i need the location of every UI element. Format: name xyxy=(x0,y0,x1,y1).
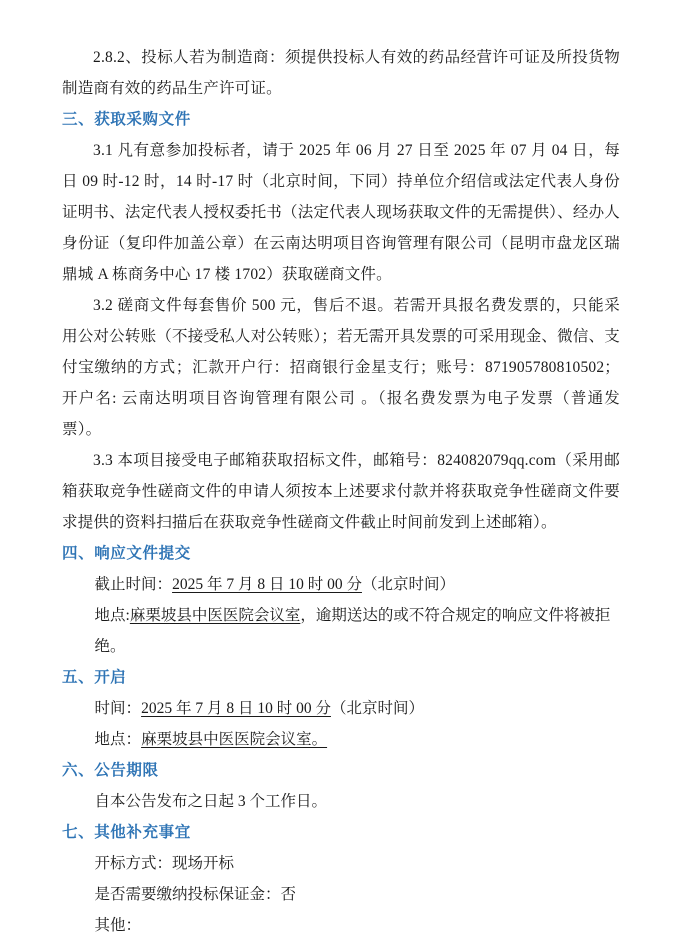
opening-place-label: 地点： xyxy=(94,731,142,748)
paragraph-clause-3-1: 3.1 凡有意参加投标者，请于 2025 年 06 月 27 日至 2025 年 07 月 04 日，每日 09 时-12 时，14 时-17 时（北京时间，下同）持单位介绍信或法定代表人身份证明书、法定代表人授权委托书（法定代表人现场获取文件的无需提供）、经办人身份证（复印件加盖公章）在云南达明项目咨询管理有限公司（昆明市盘龙区瑞鼎城 A 栋商务中心 17 楼 1702）获取磋商文件。 xyxy=(62,142,620,283)
section-heading-6: 六、公告期限 xyxy=(62,762,159,779)
section-heading-5: 五、开启 xyxy=(62,669,127,686)
notice-period-line: 自本公告发布之日起 3 个工作日。 xyxy=(94,793,328,810)
section-heading-4: 四、响应文件提交 xyxy=(62,545,191,562)
others-line: 其他： xyxy=(94,917,142,934)
response-deadline-line xyxy=(62,569,620,600)
opening-place-value: 麻栗坡县中医医院会议室。 xyxy=(141,731,328,748)
section-heading-3: 三、获取采购文件 xyxy=(62,111,191,128)
opening-time-tail: （北京时间） xyxy=(330,700,424,717)
response-deadline-value: 2025 年 7 月 8 日 10 时 00 分 xyxy=(172,576,362,593)
opening-time-value: 2025 年 7 月 8 日 10 时 00 分 xyxy=(141,700,331,717)
section-heading-7: 七、其他补充事宜 xyxy=(62,824,191,841)
response-place-value: 麻栗坡县中医医院会议室 xyxy=(129,607,301,624)
bid-opening-method-line: 开标方式：现场开标 xyxy=(94,855,235,872)
opening-time-line xyxy=(62,693,620,724)
response-place-label: 地点: xyxy=(94,607,130,624)
response-deadline-label: 截止时间： xyxy=(94,576,173,593)
paragraph-clause-3-3: 3.3 本项目接受电子邮箱获取招标文件，邮箱号：824082079qq.com（采用邮箱获取竞争性磋商文件的申请人须按本上述要求付款并将获取竞争性磋商文件要求提供的资料扫描后在获取竞争性磋商文件截止时间前发到上述邮箱）。 xyxy=(62,452,620,531)
bid-deposit-line: 是否需要缴纳投标保证金：否 xyxy=(94,886,297,903)
response-place-tail: ，逾期送达的或不符合规定的响应文件将被拒绝。 xyxy=(94,607,611,655)
opening-place-line xyxy=(62,724,620,755)
paragraph-clause-2-8-2: 2.8.2、投标人若为制造商：须提供投标人有效的药品经营许可证及所投货物制造商有效的药品生产许可证。 xyxy=(62,49,620,97)
opening-time-label: 时间： xyxy=(94,700,142,717)
response-place-line xyxy=(62,600,620,662)
paragraph-clause-3-2: 3.2 磋商文件每套售价 500 元，售后不退。若需开具报名费发票的，只能采用公对公转账（不接受私人对公转账）；若无需开具发票的可采用现金、微信、支付宝缴纳的方式；汇款开户行：招商银行金星支行；账号：871905780810502；开户名: 云南达明项目咨询管理有限公司 。（报名费发票为电子发票（普通发票）。 xyxy=(62,297,620,438)
response-deadline-tail: （北京时间） xyxy=(361,576,455,593)
